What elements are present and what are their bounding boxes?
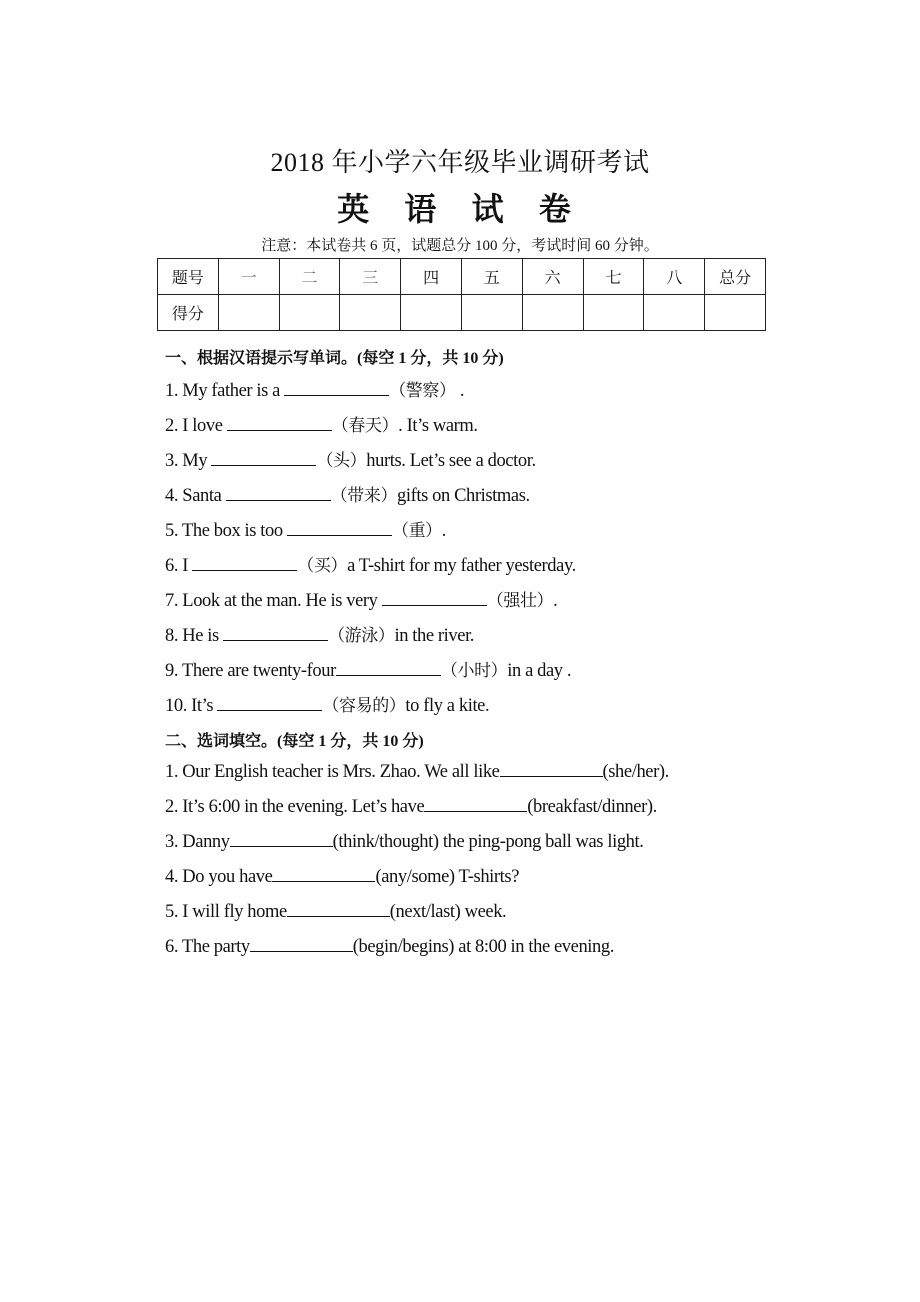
chinese-hint: （小时） — [440, 661, 508, 681]
question-line — [165, 586, 557, 612]
question-text: 6. The party — [165, 937, 250, 957]
chinese-hint: （警察） — [389, 381, 456, 401]
question-line — [165, 935, 614, 958]
score-table — [157, 258, 766, 331]
question-text: (she/her). — [602, 762, 669, 782]
question-line — [165, 691, 489, 717]
score-cell[interactable] — [279, 295, 340, 331]
question-text: (any/some) T-shirts? — [375, 867, 520, 887]
answer-blank[interactable] — [287, 519, 392, 536]
score-cell[interactable] — [218, 295, 279, 331]
question-line — [165, 830, 643, 853]
question-text: 7. Look at the man. He is very — [165, 591, 382, 611]
question-text: 1. Our English teacher is Mrs. Zhao. We all like — [165, 762, 500, 782]
score-cell[interactable] — [583, 295, 644, 331]
question-text: hurts. Let’s see a doctor. — [366, 451, 536, 471]
score-col-header: 总分 — [705, 259, 766, 295]
score-cell[interactable] — [340, 295, 401, 331]
question-text: 10. It’s — [165, 696, 218, 716]
question-text: in a day . — [507, 661, 572, 681]
score-col-header: 七 — [583, 259, 644, 295]
question-text: to fly a kite. — [405, 696, 490, 716]
question-line — [165, 795, 657, 818]
answer-blank[interactable] — [227, 414, 332, 431]
question-text: (think/thought) the ping-pong ball was light. — [332, 832, 644, 852]
question-line — [165, 411, 478, 437]
question-text: 2. I love — [165, 416, 227, 436]
chinese-hint: （强壮） — [486, 591, 554, 611]
score-col-header: 五 — [461, 259, 522, 295]
question-line — [165, 516, 446, 542]
question-text: 9. There are twenty-four — [165, 661, 336, 681]
question-text: 2. It’s 6:00 in the evening. Let’s have — [165, 797, 425, 817]
answer-blank[interactable] — [230, 830, 333, 847]
question-text: . — [441, 521, 447, 541]
answer-blank[interactable] — [217, 694, 322, 711]
exam-subtitle: 英 语 试 卷 — [337, 190, 583, 228]
answer-blank[interactable] — [287, 900, 390, 917]
chinese-hint: （春天） — [331, 416, 399, 436]
chinese-hint: （游泳） — [328, 626, 395, 646]
answer-blank[interactable] — [284, 379, 389, 396]
question-line — [165, 900, 506, 923]
question-text: 4. Do you have — [165, 867, 273, 887]
chinese-hint: （重） — [391, 521, 442, 541]
score-col-header: 八 — [644, 259, 705, 295]
section2-heading: 二、选词填空。(每空 1 分，共 10 分) — [165, 733, 424, 750]
score-cell[interactable] — [522, 295, 583, 331]
answer-blank[interactable] — [226, 484, 331, 501]
question-text: (next/last) week. — [389, 902, 507, 922]
score-col-header: 二 — [279, 259, 340, 295]
score-table-header-row — [158, 259, 766, 295]
answer-blank[interactable] — [223, 624, 328, 641]
question-line — [165, 481, 530, 507]
score-col-header: 六 — [522, 259, 583, 295]
question-line — [165, 446, 536, 472]
chinese-hint: （容易的） — [322, 696, 406, 716]
score-cell[interactable] — [401, 295, 462, 331]
answer-blank[interactable] — [192, 554, 297, 571]
question-text: 6. I — [165, 556, 193, 576]
score-table-row-label: 得分 — [158, 295, 219, 331]
question-text: in the river. — [394, 626, 475, 646]
question-text: 3. Danny — [165, 832, 230, 852]
question-line — [165, 760, 669, 783]
answer-blank[interactable] — [250, 935, 353, 952]
question-line — [165, 865, 519, 888]
question-text: 8. He is — [165, 626, 224, 646]
score-cell[interactable] — [705, 295, 766, 331]
answer-blank[interactable] — [500, 760, 603, 777]
score-table-score-row — [158, 295, 766, 331]
question-line — [165, 551, 576, 577]
question-text: . — [455, 381, 465, 401]
score-cell[interactable] — [461, 295, 522, 331]
question-text: 1. My father is a — [165, 381, 285, 401]
chinese-hint: （买） — [297, 556, 348, 576]
question-text: (breakfast/dinner). — [527, 797, 657, 817]
answer-blank[interactable] — [336, 659, 441, 676]
answer-blank[interactable] — [424, 795, 527, 812]
score-col-header: 四 — [401, 259, 462, 295]
answer-blank[interactable] — [272, 865, 375, 882]
question-text: gifts on Christmas. — [397, 486, 530, 506]
exam-title: 2018 年小学六年级毕业调研考试 — [270, 148, 650, 177]
question-text: 3. My — [165, 451, 212, 471]
question-text: (begin/begins) at 8:00 in the evening. — [352, 937, 614, 957]
question-text: 4. Santa — [165, 486, 226, 506]
answer-blank[interactable] — [211, 449, 316, 466]
question-line — [165, 621, 474, 647]
exam-notice: 注意：本试卷共 6 页，试题总分 100 分，考试时间 60 分钟。 — [261, 238, 659, 254]
score-col-header: 三 — [340, 259, 401, 295]
section1-heading: 一、根据汉语提示写单词。(每空 1 分，共 10 分) — [165, 350, 504, 367]
score-cell[interactable] — [644, 295, 705, 331]
question-line — [165, 376, 464, 402]
question-text: 5. I will fly home — [165, 902, 287, 922]
chinese-hint: （带来） — [330, 486, 398, 506]
question-text: 5. The box is too — [165, 521, 287, 541]
question-line — [165, 656, 571, 682]
score-col-header: 一 — [218, 259, 279, 295]
question-text: . It’s warm. — [398, 416, 478, 436]
chinese-hint: （头） — [316, 451, 367, 471]
score-table-row-label: 题号 — [158, 259, 219, 295]
answer-blank[interactable] — [382, 589, 487, 606]
question-text: a T-shirt for my father yesterday. — [347, 556, 576, 576]
question-text: . — [553, 591, 558, 611]
